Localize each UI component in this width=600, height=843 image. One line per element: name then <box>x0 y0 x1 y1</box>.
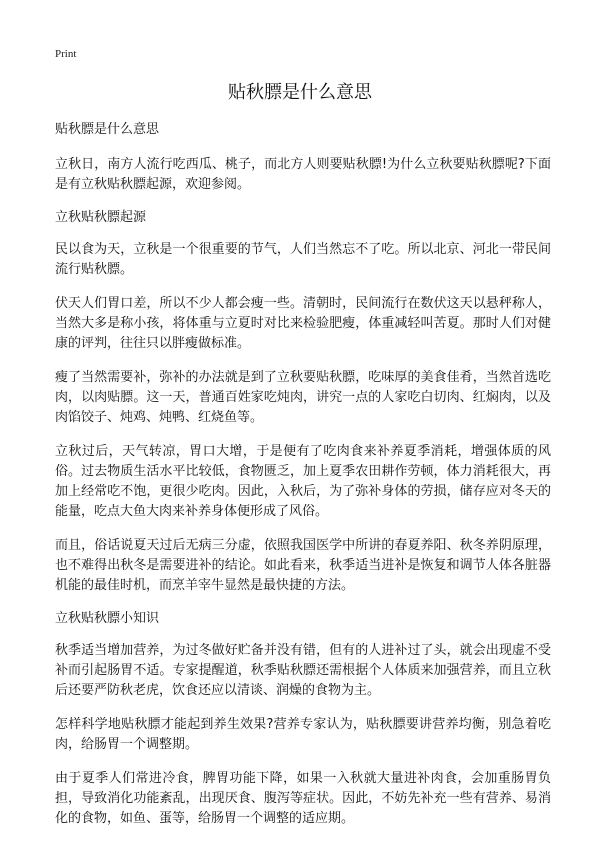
paragraph: 怎样科学地贴秋膘才能起到养生效果?营养专家认为，贴秋膘要讲营养均衡，别急着吃肉，给肠胃一个调整期。 <box>55 717 551 752</box>
section-heading-tips: 立秋贴秋膘小知识 <box>55 611 160 626</box>
paragraph: 由于夏季人们常进冷食，脾胃功能下降，如果一入秋就大量进补肉食，会加重肠胃负担，导致消化功能紊乱，出现厌食、腹泻等症状。因此，不妨先补充一些有营养、易消化的食物，如鱼、蛋等，给肠胃一个调整的适应期。 <box>55 771 551 826</box>
print-link[interactable]: Print <box>55 48 77 60</box>
paragraph: 秋季适当增加营养，为过冬做好贮备并没有错，但有的人进补过了头，就会出现虚不受补而引起肠胃不适。专家提醒道，秋季贴秋膘还需根据个人体质来加强营养，而且立秋后还要严防秋老虎，饮食还应以清谈、润燥的食物为主。 <box>55 643 551 698</box>
paragraph: 伏天人们胃口差，所以不少人都会瘦一些。清朝时，民间流行在数伏这天以悬秤称人，当然大多是称小孩，将体重与立夏时对比来检验肥瘦，体重减轻叫苦夏。那时人们对健康的评判，往往只以胖瘦做标准。 <box>55 296 551 351</box>
page-title: 贴秋膘是什么意思 <box>228 82 372 103</box>
article-body <box>55 121 551 843</box>
paragraph: 立秋过后，天气转凉，胃口大增，于是便有了吃肉食来补养夏季消耗，增强体质的风俗。过去物质生活水平比较低，食物匮乏，加上夏季农田耕作劳顿，体力消耗很大，再加上经常吃不饱，更很少吃肉。因此，入秋后，为了弥补身体的劳损，储存应对冬天的能量，吃点大鱼大肉来补养身体便形成了风俗。 <box>55 444 551 519</box>
paragraph: 瘦了当然需要补，弥补的办法就是到了立秋要贴秋膘，吃味厚的美食佳肴，当然首选吃肉，以肉贴膘。这一天，普通百姓家吃炖肉，讲究一点的人家吃白切肉、红焖肉，以及肉馅饺子、炖鸡、炖鸭、红烧鱼等。 <box>55 370 551 425</box>
paragraph: 民以食为天，立秋是一个很重要的节气，人们当然忘不了吃。所以北京、河北一带民间流行贴秋膘。 <box>55 242 551 277</box>
paragraph: 而且，俗话说夏天过后无病三分虚，依照我国医学中所讲的春夏养阳、秋冬养阴原理，也不难得出秋冬是需要进补的结论。如此看来，秋季适当进补是恢复和调节人体各脏器机能的最佳时机，而烹羊宰牛显然是最快捷的方法。 <box>55 538 551 593</box>
article-subtitle: 贴秋膘是什么意思 <box>55 122 160 137</box>
section-heading-origin: 立秋贴秋膘起源 <box>55 210 147 225</box>
intro-paragraph: 立秋日，南方人流行吃西瓜、桃子，而北方人则要贴秋膘!为什么立秋要贴秋膘呢?下面是有立秋贴秋膘起源，欢迎参阅。 <box>55 157 551 192</box>
